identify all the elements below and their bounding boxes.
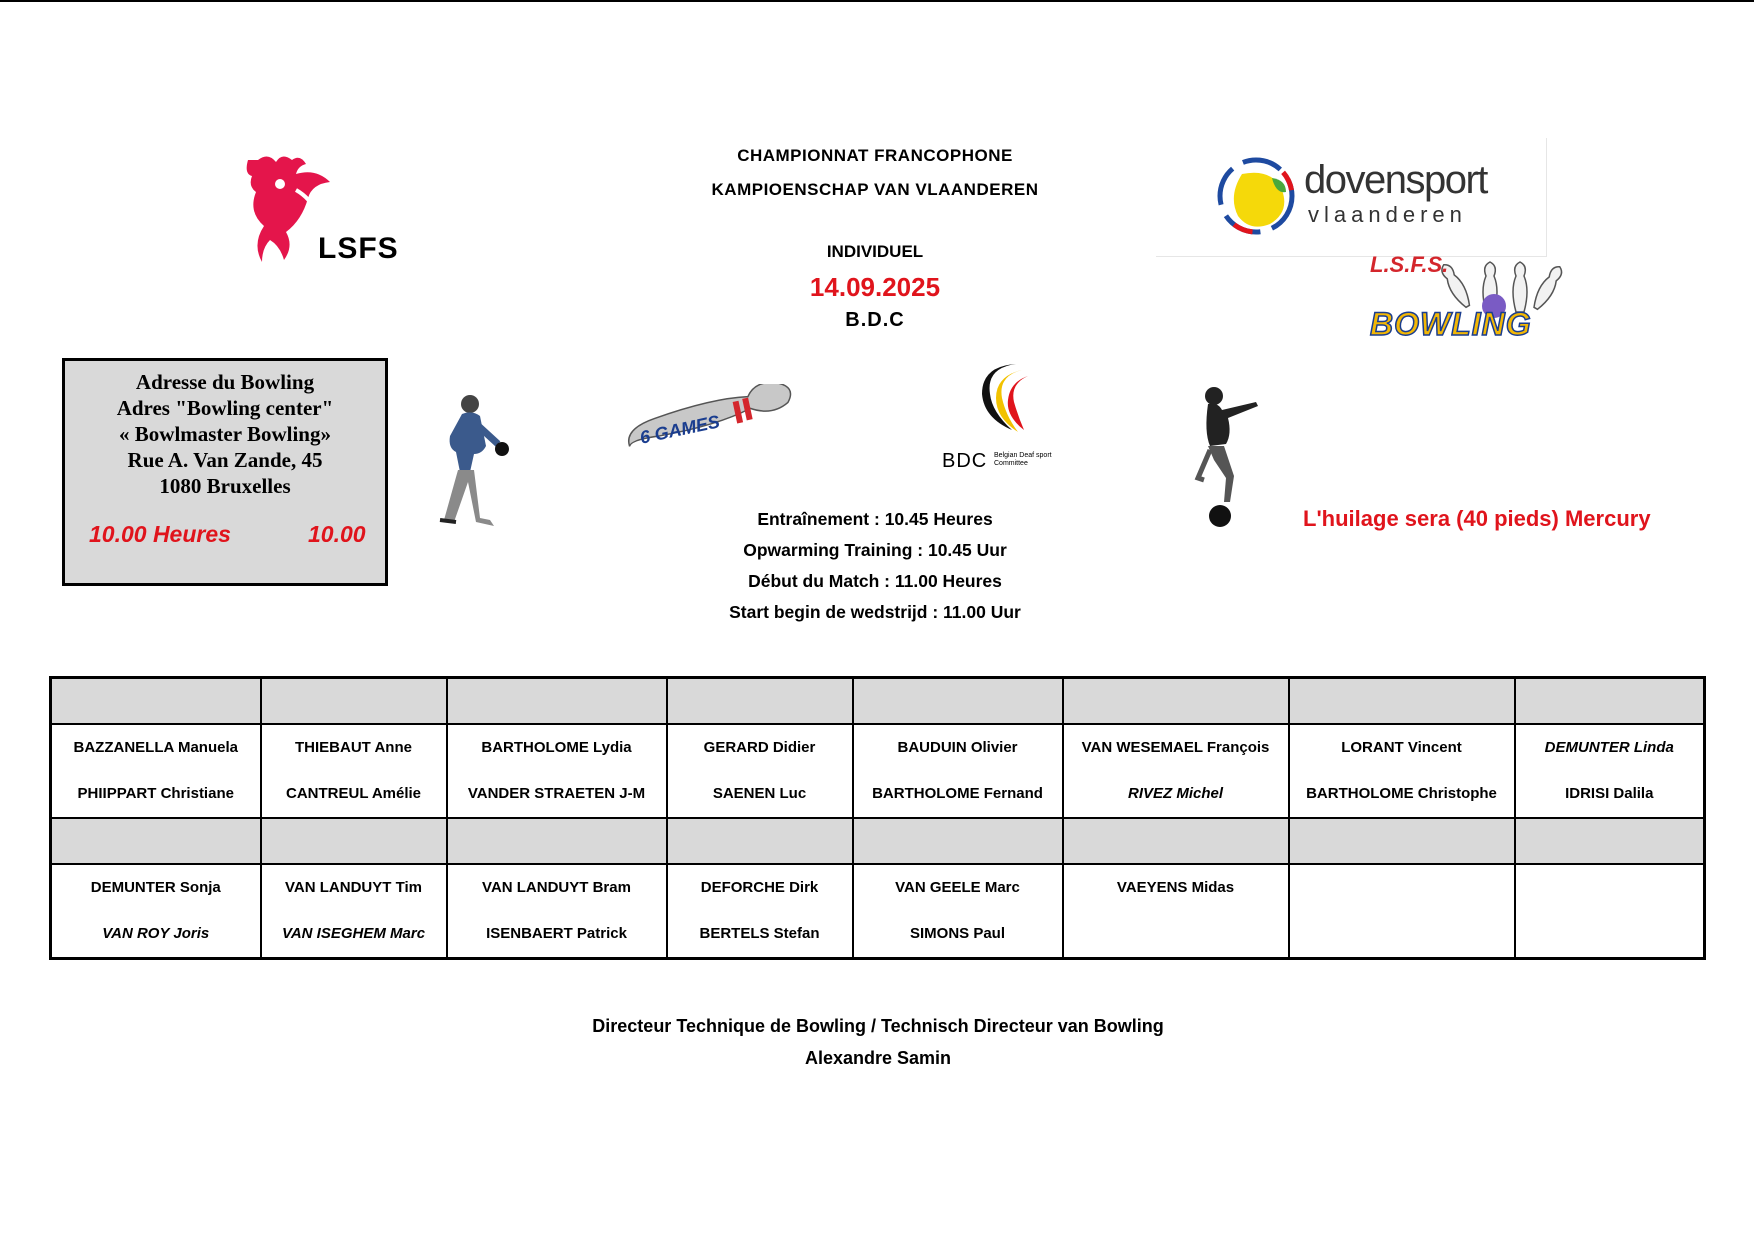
player-name: BERTELS Stefan [699, 925, 820, 942]
lane-header-cell [1289, 818, 1515, 864]
dovensport-word: dovensport [1304, 158, 1487, 202]
player-name: RIVEZ Michel [1127, 785, 1224, 802]
female-bowler-icon [1188, 384, 1268, 530]
player-name: VAN WESEMAEL François [1081, 739, 1270, 756]
address-lines [65, 369, 385, 499]
schedule-block [640, 504, 1110, 628]
category-label: INDIVIDUEL [826, 242, 924, 261]
signature-block [480, 1010, 1276, 1074]
director-name: Alexandre Samin [804, 1048, 952, 1068]
lane-pair-cell [1289, 864, 1515, 959]
dovensport-logo [1156, 138, 1547, 257]
lane-header-cell [667, 818, 853, 864]
lane-header-cell [853, 678, 1063, 725]
lane-header-cell [853, 818, 1063, 864]
address-line: Adres "Bowling center" [116, 396, 334, 420]
lane-pair-cell [447, 864, 667, 959]
championship-title-nl: KAMPIOENSCHAP VAN VLAANDEREN [711, 180, 1039, 199]
lane-pair-cell [853, 724, 1063, 818]
oil-pattern-note: L'huilage sera (40 pieds) Mercury [1303, 506, 1651, 531]
lane-pair-cell [853, 864, 1063, 959]
lane-pair-cell [261, 724, 447, 818]
lane-header-row [51, 818, 1705, 864]
player-name: SAENEN Luc [712, 785, 807, 802]
lane-header-cell [261, 818, 447, 864]
lsfs-logo [240, 150, 420, 285]
lane-pair-cell [1515, 724, 1705, 818]
player-name: VAN ISEGHEM Marc [281, 925, 426, 942]
top-border [0, 0, 1754, 2]
player-name: DEMUNTER Linda [1544, 739, 1674, 756]
player-name: VAN LANDUYT Bram [482, 879, 631, 896]
start-time-nl: 10.00 [308, 521, 366, 547]
player-name [1520, 911, 1700, 957]
lsfs-bowling-logo [1366, 248, 1576, 348]
player-name: VAEYENS Midas [1116, 879, 1235, 896]
bdc-logo [940, 360, 1090, 476]
lane-pair-cell [667, 864, 853, 959]
lane-players-row [51, 864, 1705, 959]
bowling-logo-lsfs: L.S.F.S. [1370, 252, 1449, 277]
organizer-label: B.D.C [845, 309, 905, 331]
address-line: Rue A. Van Zande, 45 [127, 448, 323, 472]
championship-title-fr: CHAMPIONNAT FRANCOPHONE [737, 146, 1013, 165]
bdc-flag-swoosh-icon [968, 360, 1038, 444]
lane-pair-cell [1289, 724, 1515, 818]
player-name: VAN ROY Joris [102, 925, 210, 942]
match-start-nl: Start begin de wedstrijd : 11.00 Uur [729, 602, 1021, 622]
lsfs-logo-text: LSFS [318, 232, 399, 265]
player-name: VAN LANDUYT Tim [285, 879, 422, 896]
lane-header-cell [1289, 678, 1515, 725]
male-bowler-icon [432, 392, 522, 532]
player-name: BAUDUIN Olivier [897, 739, 1018, 756]
lane-pair-cell [51, 724, 261, 818]
match-start-fr: Début du Match : 11.00 Heures [748, 571, 1002, 591]
lane-header-cell [51, 818, 261, 864]
player-name: VANDER STRAETEN J-M [467, 785, 646, 802]
player-name: BARTHOLOME Christophe [1306, 785, 1497, 802]
player-name: GERARD Didier [703, 739, 816, 756]
director-role: Directeur Technique de Bowling / Technisch Directeur van Bowling [592, 1016, 1164, 1036]
start-time-fr: 10.00 Heures [89, 521, 231, 547]
player-name: BARTHOLOME Fernand [872, 785, 1043, 802]
lane-header-cell [261, 678, 447, 725]
six-games-label: 6 GAMES [638, 411, 722, 448]
player-name: CANTREUL Amélie [285, 785, 422, 802]
lane-header-cell [447, 678, 667, 725]
dovensport-emblem-icon [1212, 154, 1304, 236]
address-line: « Bowlmaster Bowling» [119, 422, 331, 446]
player-name [1294, 911, 1510, 957]
player-name: SIMONS Paul [909, 925, 1006, 942]
lane-header-cell [447, 818, 667, 864]
player-name: ISENBAERT Patrick [486, 925, 627, 942]
venue-address-box [62, 358, 388, 586]
lane-header-cell [51, 678, 261, 725]
lane-players-row [51, 724, 1705, 818]
lane-pair-cell [1515, 864, 1705, 959]
lane-header-cell [1063, 678, 1289, 725]
player-name: LORANT Vincent [1341, 739, 1462, 756]
lane-header-cell [1515, 818, 1705, 864]
lane-pair-cell [447, 724, 667, 818]
player-name: IDRISI Dalila [1565, 785, 1654, 802]
event-header [640, 146, 1110, 332]
training-time-nl: Opwarming Training : 10.45 Uur [743, 540, 1007, 560]
lane-header-cell [1063, 818, 1289, 864]
lane-assignments-table [49, 676, 1706, 960]
six-games-pin-icon [618, 384, 812, 456]
player-name: DEFORCHE Dirk [700, 879, 819, 896]
lane-pair-cell [667, 724, 853, 818]
player-name [1520, 865, 1700, 911]
address-line: Adresse du Bowling [135, 370, 315, 394]
player-name: THIEBAUT Anne [295, 739, 412, 756]
lane-pair-cell [261, 864, 447, 959]
player-name: DEMUNTER Sonja [90, 879, 221, 896]
training-time-fr: Entraînement : 10.45 Heures [757, 509, 993, 529]
lane-header-cell [1515, 678, 1705, 725]
player-name: VAN GEELE Marc [895, 879, 1020, 896]
dovensport-sub: vlaanderen [1308, 202, 1467, 227]
player-name: BAZZANELLA Manuela [73, 739, 238, 756]
player-name: BARTHOLOME Lydia [481, 739, 632, 756]
lane-pair-cell [51, 864, 261, 959]
bowling-logo-word: BOWLING [1370, 306, 1532, 342]
lane-header-row [51, 678, 1705, 725]
bdc-word: BDC [942, 450, 988, 472]
lane-header-cell [667, 678, 853, 725]
player-name: PHIIPPART Christiane [77, 785, 234, 802]
address-line: 1080 Bruxelles [159, 474, 291, 498]
event-date: 14.09.2025 [809, 272, 941, 302]
lane-pair-cell [1063, 724, 1289, 818]
player-name [1294, 865, 1510, 911]
bdc-subtitle: Belgian Deaf sport Committee [994, 452, 1052, 467]
player-name [1068, 911, 1284, 957]
lane-pair-cell [1063, 864, 1289, 959]
